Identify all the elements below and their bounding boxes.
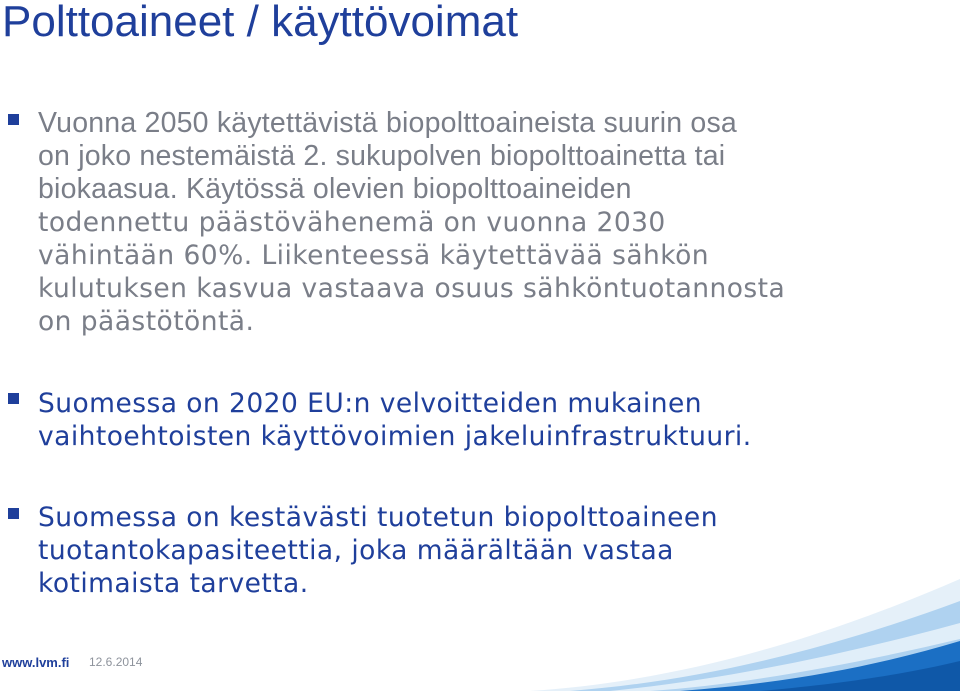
square-bullet-icon — [8, 393, 19, 404]
square-bullet-icon — [8, 508, 19, 519]
bullet-line: Vuonna 2050 käytettävistä biopolttoaineista suurin osa — [38, 107, 737, 139]
slide-title: Polttoaineet / käyttövoimat — [2, 0, 519, 46]
bullet-line: on päästötöntä. — [38, 306, 255, 337]
bullet-line: kulutuksen kasvua vastaava osuus sähköntuotannosta — [38, 273, 786, 304]
footer-date: 12.6.2014 — [89, 655, 143, 669]
bullet-line: todennettu päästövähenemä on vuonna 2030 — [38, 207, 666, 238]
bullet-line: vähintään 60%. Liikenteessä käytettävää sähkön — [38, 240, 710, 271]
bullet-line: vaihtoehtoisten käyttövoimien jakeluinfrastruktuuri. — [38, 421, 752, 452]
bullet-line: on joko nestemäistä 2. sukupolven biopolttoainetta tai — [38, 140, 726, 172]
footer — [0, 655, 960, 675]
bullet-line: Suomessa on 2020 EU:n velvoitteiden mukainen — [38, 388, 702, 419]
bullet-line: tuotantokapasiteettia, joka määrältään vastaa — [38, 535, 674, 566]
footer-website-link[interactable]: www.lvm.fi — [2, 655, 70, 670]
bullet-text — [38, 107, 785, 338]
bullet-text — [38, 387, 752, 453]
square-bullet-icon — [8, 114, 19, 125]
bullet-line: Suomessa on kestävästi tuotetun biopolttoaineen — [38, 502, 718, 533]
bullet-line: biokaasua. Käytössä olevien biopolttoaineiden — [38, 173, 632, 205]
bullet-line: kotimaista tarvetta. — [38, 568, 309, 599]
